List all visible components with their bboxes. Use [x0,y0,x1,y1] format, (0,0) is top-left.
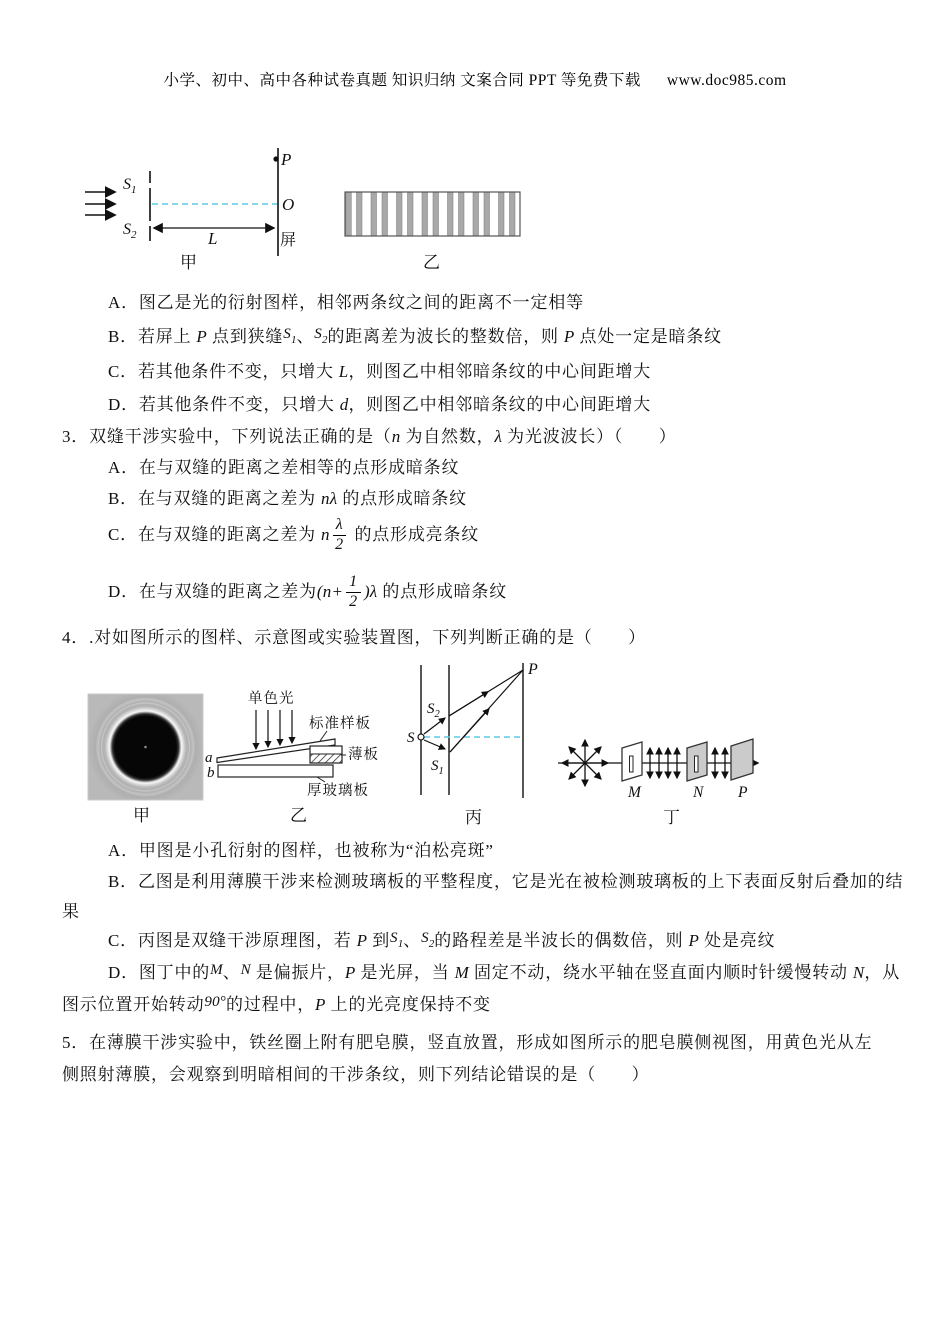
label-monochromatic-light: 单色光 [248,691,295,707]
q3-option-d: D．在与双缝的距离之差为 (n+ $\frac{1}{2}$ )λ 的点形成暗条纹 [108,572,508,610]
label-s2: $S_2$ [123,221,137,241]
label-p: P [281,150,292,169]
label-l: L [208,229,218,248]
q4-option-c: C．丙图是双缝干涉原理图，若 P 到S1、S2的路程差是半波长的偶数倍，则 P 处是亮纹 [108,930,776,950]
label-o: O [282,195,295,214]
label-b: b [207,765,215,781]
caption-q4-ding: 丁 [663,808,680,827]
page-header [0,68,950,90]
source-s-dot [418,734,424,740]
label-p-ding: P [738,784,748,801]
label-s1: $S_1$ [123,176,137,196]
unpolarized-light-star [562,740,608,786]
fig-q2-double-slit-diagram [75,138,535,273]
diagram-ding-polarizers [558,739,758,801]
label-n: N [693,784,704,801]
q2-option-a: A．图乙是光的衍射图样，相邻两条纹之间的距离不一定相等 [108,293,584,312]
point-p-dot [273,156,278,161]
label-a: a [205,750,213,766]
diagram-jia-diffraction-pattern [88,694,203,800]
q4-option-b-line2: 果 [62,902,80,921]
thick-glass-plate [218,765,333,777]
label-thick-glass: 厚玻璃板 [307,783,369,799]
label-s2: $S_2$ [427,701,440,720]
caption-jia: 甲 [180,253,197,272]
label-s: S [407,730,415,746]
q5-stem-line2: 侧照射薄膜，会观察到明暗相间的干涉条纹，则下列结论错误的是（ ） [62,1065,650,1084]
q4-option-b-line1: B．乙图是利用薄膜干涉来检测玻璃板的平整程度，它是光在被检测玻璃板的上下表面反射后叠加的结 [108,872,904,891]
q3-option-c: C．在与双缝的距离之差为 n $\frac{\lambda}{2}$ 的点形成亮条纹 [108,515,480,553]
label-m: M [628,784,641,801]
q4-option-d-line1: D．图丁中的M、N 是偏振片，P 是光屏，当 M 固定不动，绕水平轴在竖直面内顺时针缓慢转动 N，从 [108,962,901,982]
label-p-bing: P [528,661,538,678]
label-standard-template: 标准样板 [309,716,371,732]
fringe-pattern [345,192,520,236]
label-screen: 屏 [280,232,297,249]
label-s1: $S_1$ [431,758,444,777]
caption-q4-yi: 乙 [290,806,307,825]
header-promo-text: 小学、初中、高中各种试卷真题 知识归纳 文案合同 PPT 等免费下载 [163,72,641,89]
q4-stem: 4．.对如图所示的图样、示意图或实验装置图，下列判断正确的是（ ） [62,628,646,647]
diagram-bing-double-slit [407,661,538,798]
light-screen-p [731,739,753,780]
q2-option-d: D．若其他条件不变，只增大 d，则图乙中相邻暗条纹的中心间距增大 [108,395,652,414]
label-thin-plate: 薄板 [348,747,379,763]
q3-option-b: B．在与双缝的距离之差为 nλ 的点形成暗条纹 [108,489,467,508]
q5-stem-line1: 5．在薄膜干涉实验中，铁丝圈上附有肥皂膜，竖直放置，形成如图所示的肥皂膜侧视图，用黄色光从左 [62,1033,873,1052]
q3-stem: 3．双缝干涉实验中，下列说法正确的是（n 为自然数，λ 为光波波长）（ ） [62,427,677,446]
caption-yi: 乙 [423,253,440,272]
caption-q4-bing: 丙 [465,808,482,827]
header-site-url: www.doc985.com [666,72,787,89]
q2-option-c: C．若其他条件不变，只增大 L，则图乙中相邻暗条纹的中心间距增大 [108,362,652,381]
q3-option-a: A．在与双缝的距离之差相等的点形成暗条纹 [108,458,460,477]
diagram-yi-wedge-film [205,690,379,799]
q2-option-b: B．若屏上 P 点到狭缝S1、S2的距离差为波长的整数倍，则 P 点处一定是暗条纹 [108,326,722,346]
q4-option-a: A．甲图是小孔衍射的图样，也被称为“泊松亮斑” [108,841,494,860]
incident-light-arrows [85,192,115,215]
q4-option-d-line2: 图示位置开始转动90°的过程中，P 上的光亮度保持不变 [62,994,491,1014]
fig-q4-four-diagrams [85,656,845,834]
caption-q4-jia: 甲 [133,806,150,825]
